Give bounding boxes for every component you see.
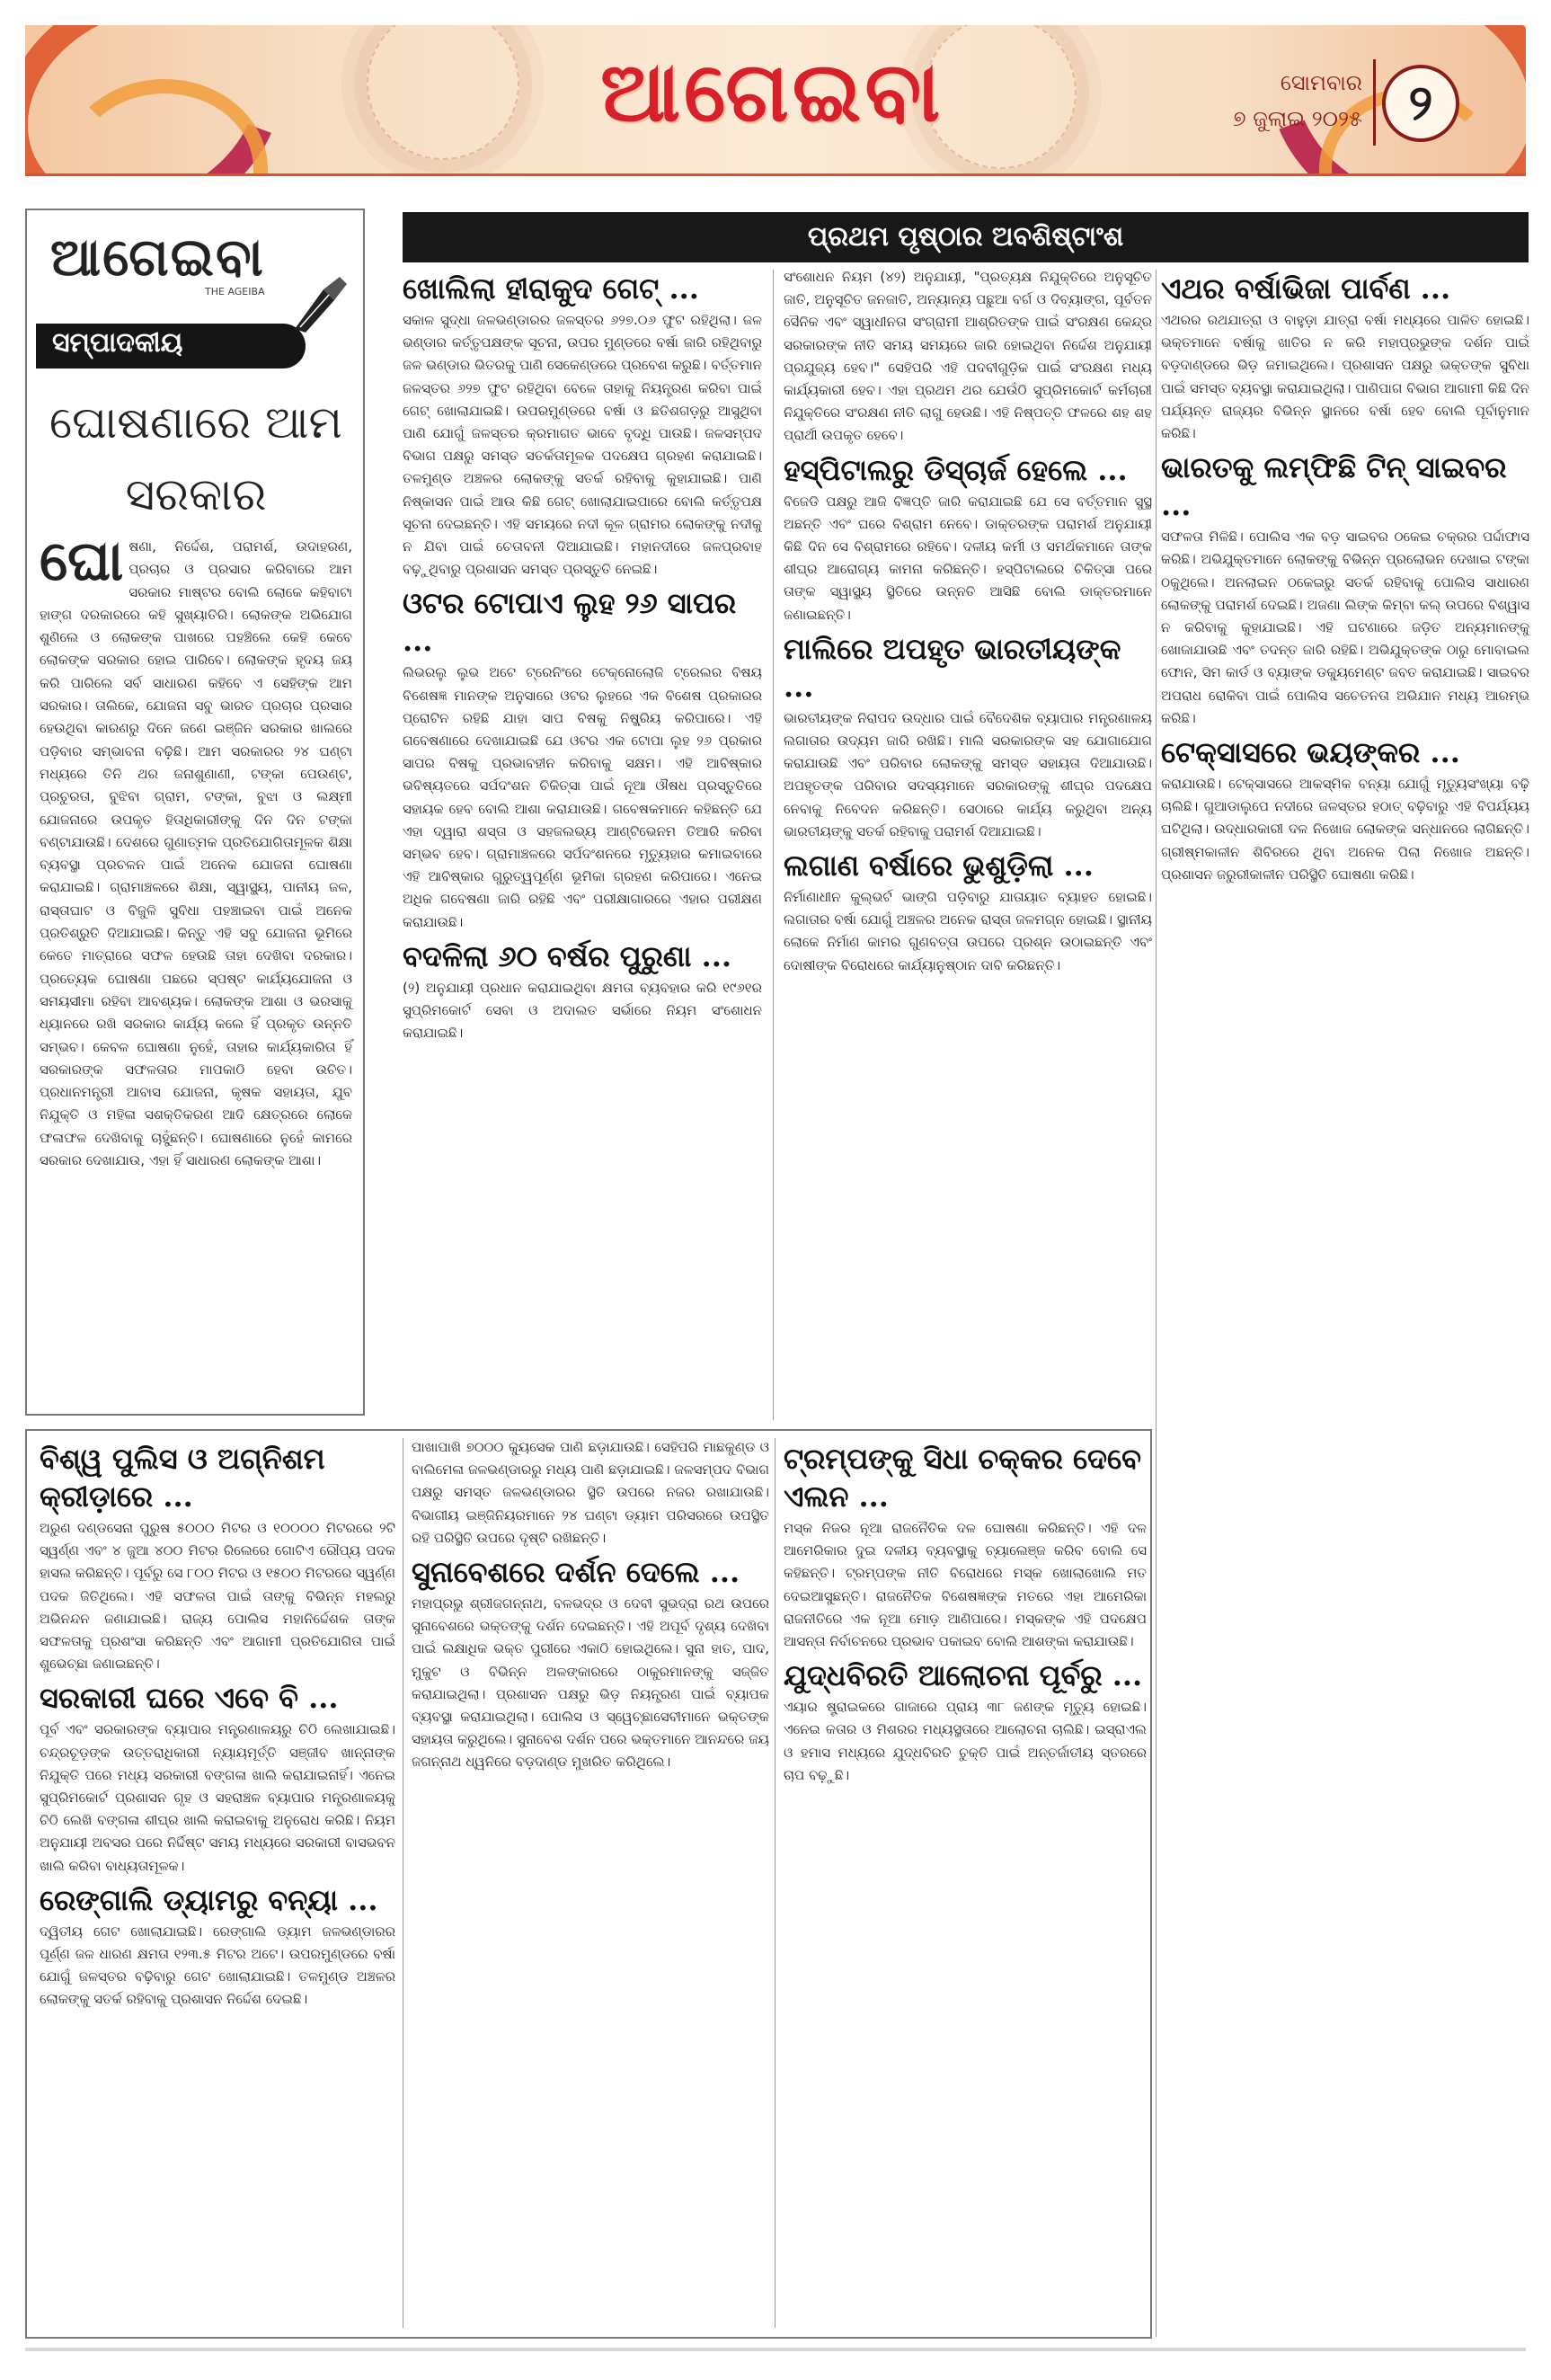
- article-body-badalila: (୨) ଅନୁଯାୟୀ ପ୍ରଧାନ କରାଯାଇଥିବା କ୍ଷମତା ବ୍ୟବହାର କରି ୧୯୬୧ର ସୁପ୍ରିମକୋର୍ଟ ସେବା ଓ ଅଦାଲତ ସର୍ଭାରେ ନିୟମ ସଂଶୋଧନ କରାଯାଇଛି।: [403, 979, 762, 1042]
- footer-rule: [25, 2348, 1526, 2351]
- masthead-day: ସୋମବାର: [1280, 70, 1362, 95]
- article-headline-trump: ଟ୍ରମ୍ପଙ୍କୁ ସିଧା ଚକ୍କର ଦେବେ ଏଲନ ...: [784, 1442, 1141, 1514]
- article-body-hirakud: ସକାଳ ସୁଦ୍ଧା ଜଳଭଣ୍ଡାରର ଜଳସ୍ତର ୬୨୭.୦୬ ଫୁଟ ରହିଥିଲା। ଜଳ ଭଣ୍ଡାର କର୍ତ୍ତୃପକ୍ଷଙ୍କ ସୂଚନା, ଉପର ମୁଣ୍ଡରେ ବର୍ଷା ଜାରି ରହିଥିବାରୁ ଜଳ ଭଣ୍ଡାର ଭିତରକୁ ପାଣି ସେକେଣ୍ଡରେ ପ୍ରବେଶ କରୁଛି। ବର୍ତ୍ତମାନ ଜଳସ୍ତର ୬୨୭ ଫୁଟ ରହିଥିବା ବେଳେ ତାହାକୁ ନିୟନ୍ତ୍ରଣ କରିବା ପାଇଁ ଗେଟ୍ ଖୋଲାଯାଇଛି। ଉପରମୁଣ୍ଡରେ ବର୍ଷା ଓ ଛତିଶଗଡ଼ରୁ ଆସୁଥିବା ପାଣି ଯୋଗୁଁ ଜଳସ୍ତର କ୍ରମାଗତ ଭାବେ ବୃଦ୍ଧି ପାଉଛି। ଜଳସମ୍ପଦ ବିଭାଗ ପକ୍ଷରୁ ସମସ୍ତ ସତର୍କତାମୂଳକ ପଦକ୍ଷେପ ଗ୍ରହଣ କରାଯାଇଛି। ତଳମୁଣ୍ଡ ଅଞ୍ଚଳର ଲୋକଙ୍କୁ ସତର୍କ ରହିବାକୁ କୁହାଯାଇଛି। ପାଣି ନିଷ୍କାସନ ପାଇଁ ଆଉ କିଛି ଗେଟ୍ ଖୋଲାଯାଇପାରେ ବୋଲି କର୍ତ୍ତୃପକ୍ଷ ସୂଚନା ଦେଇଛନ୍ତି। ଏହି ସମୟରେ ନଦୀ କୂଳ ଗ୍ରାମର ଲୋକଙ୍କୁ ନଦୀକୁ ନ ଯିବା ପାଇଁ ଚେତାବନୀ ଦିଆଯାଇଛି। ମହାନଦୀରେ ଜଳପ୍ରବାହ ବଢ଼ୁଥିବାରୁ ପ୍ରଶାସନ ସମସ୍ତ ପ୍ରସ୍ତୁତି ନେଇଛି।: [403, 312, 762, 578]
- column-divider: [775, 1438, 776, 2328]
- article-body-hospital: ବିଜେଡି ପକ୍ଷରୁ ଆଜି ବିଜ୍ଞପ୍ତି ଜାରି କରାଯାଇଛି ଯେ ସେ ବର୍ତ୍ତମାନ ସୁସ୍ଥ ଅଛନ୍ତି ଏବଂ ଘରେ ବିଶ୍ରାମ ନେବେ। ଡାକ୍ତରଙ୍କ ପରାମର୍ଶ ଅନୁଯାୟୀ କିଛି ଦିନ ସେ ବିଶ୍ରାମରେ ରହିବେ। ଦଳୀୟ କର୍ମୀ ଓ ସମର୍ଥକମାନେ ତାଙ୍କ ଶୀଘ୍ର ଆରୋଗ୍ୟ କାମନା କରିଛନ୍ତି। ହସ୍ପିଟାଲରେ ଚିକିତ୍ସା ପରେ ତାଙ୍କ ସ୍ୱାସ୍ଥ୍ୟ ସ୍ଥିତିରେ ଉନ୍ନତି ଆସିଛି ବୋଲି ଡାକ୍ତରମାନେ ଜଣାଇଛନ୍ତି।: [784, 493, 1152, 623]
- article-body-otar: ଲିଭରଲୁ ଲୁଭ ଅଟେ ଟ୍ରେନିଂରେ ଟେକ୍ନୋଲୋଜି ଟ୍ରେଲର ବିଷୟ ବିଶେଷଜ୍ଞ ମାନଙ୍କ ଅନୁସାରେ ଓଟର ଲୁହରେ ଏକ ବିଶେଷ ପ୍ରକାରର ପ୍ରୋଟିନ ରହିଛି ଯାହା ସାପ ବିଷକୁ ନିଷ୍କ୍ରିୟ କରିପାରେ। ଏହି ଗବେଷଣାରେ ଦେଖାଯାଇଛି ଯେ ଓଟର ଏକ ଟୋପା ଲୁହ ୨୬ ପ୍ରକାର ସାପର ବିଷକୁ ପ୍ରଭାବହୀନ କରିବାକୁ ସକ୍ଷମ। ଏହି ଆବିଷ୍କାର ଭବିଷ୍ୟତରେ ସର୍ପଦଂଶନ ଚିକିତ୍ସା ପାଇଁ ନୂଆ ଔଷଧ ପ୍ରସ୍ତୁତିରେ ସହାୟକ ହେବ ବୋଲି ଆଶା କରାଯାଉଛି। ଗବେଷକମାନେ କହିଛନ୍ତି ଯେ ଏହା ଦ୍ୱାରା ଶସ୍ତା ଓ ସହଜଲଭ୍ୟ ଆଣ୍ଟିଭେନମ ତିଆରି କରିବା ସମ୍ଭବ ହେବ। ଗ୍ରାମାଞ୍ଚଳରେ ସର୍ପଦଂଶନରେ ମୃତ୍ୟୁହାର କମାଇବାରେ ଏହି ଆବିଷ୍କାର ଗୁରୁତ୍ୱପୂର୍ଣ୍ଣ ଭୂମିକା ଗ୍ରହଣ କରିପାରେ। ଏନେଇ ଅଧିକ ଗବେଷଣା ଜାରି ରହିଛି ଏବଂ ପରୀକ୍ଷାଗାରରେ ଏହାର ପରୀକ୍ଷଣ କରାଯାଉଛି।: [403, 664, 762, 930]
- article-headline-mali: ମାଲିରେ ଅପହୃତ ଭାରତୀୟଙ୍କ ...: [784, 631, 1121, 704]
- article-body-trump: ମସ୍କ ନିଜର ନୂଆ ରାଜନୈତିକ ଦଳ ଘୋଷଣା କରିଛନ୍ତି। ଏହି ଦଳ ଆମେରିକାର ଦୁଇ ଦଳୀୟ ବ୍ୟବସ୍ଥାକୁ ଚ୍ୟାଲେଞ୍ଜ କରିବ ବୋଲି ସେ କହିଛନ୍ତି। ଟ୍ରମ୍ପଙ୍କ ନୀତି ବିରୋଧରେ ମସ୍କ ଖୋଲାଖୋଲି ମତ ଦେଇଆସୁଛନ୍ତି। ରାଜନୈତିକ ବିଶେଷଜ୍ଞଙ୍କ ମତରେ ଏହା ଆମେରିକା ରାଜନୀତିରେ ଏକ ନୂଆ ମୋଡ଼ ଆଣିପାରେ। ମସ୍କଙ୍କ ଏହି ପଦକ୍ଷେପ ଆସନ୍ତା ନିର୍ବାଚନରେ ପ୍ରଭାବ ପକାଇବ ବୋଲି ଆଶଙ୍କା କରାଯାଉଛି।: [784, 1520, 1147, 1650]
- article-headline-yuddha: ଯୁଦ୍ଧବିରତି ଆଲୋଚନା ପୂର୍ବରୁ ...: [784, 1658, 1143, 1693]
- article-headline-hirakud: ଖୋଲିଲା ହୀରାକୁଦ ଗେଟ୍ ...: [403, 271, 699, 306]
- fountain-pen-icon: [288, 273, 350, 336]
- article-body-police: ଅରୁଣ ଦଣ୍ଡସେନା ପୁରୁଷ ୫୦୦୦ ମିଟର ଓ ୧୦୦୦୦ ମିଟରରେ ୨ଟି ସ୍ୱର୍ଣ୍ଣ ଏବଂ ୪ ଜୁଆ ୪୦୦ ମିଟର ରିଲେରେ ଗୋଟିଏ ରୌପ୍ୟ ପଦକ ହାସଲ କରିଛନ୍ତି। ପୂର୍ବରୁ ସେ ୮୦୦ ମିଟର ଓ ୧୫୦୦ ମିଟରରେ ସ୍ୱର୍ଣ୍ଣ ପଦକ ଜିତିଥିଲେ। ଏହି ସଫଳତା ପାଇଁ ତାଙ୍କୁ ବିଭିନ୍ନ ମହଲରୁ ଅଭିନନ୍ଦନ ଜଣାଯାଇଛି। ରାଜ୍ୟ ପୋଲିସ ମହାନିର୍ଦ୍ଦେଶକ ତାଙ୍କ ସଫଳତାକୁ ପ୍ରଶଂସା କରିଛନ୍ତି ଏବଂ ଆଗାମୀ ପ୍ରତିଯୋଗିତା ପାଇଁ ଶୁଭେଚ୍ଛା ଜଣାଇଛନ୍ତି।: [40, 1520, 395, 1673]
- editorial-logo-subtitle: THE AGEIBA: [205, 286, 265, 298]
- mandala-pattern: [367, 25, 519, 160]
- article-body-barsha: ଏଥରର ରଥଯାତ୍ରା ଓ ବାହୁଡ଼ା ଯାତ୍ରା ବର୍ଷା ମଧ୍ୟରେ ପାଳିତ ହୋଇଛି। ଭକ୍ତମାନେ ବର୍ଷାକୁ ଖାତିର ନ କରି ମହାପ୍ରଭୁଙ୍କ ଦର୍ଶନ ପାଇଁ ବଡ଼ଦାଣ୍ଡରେ ଭିଡ଼ ଜମାଇଥିଲେ। ପ୍ରଶାସନ ପକ୍ଷରୁ ଭକ୍ତଙ୍କ ସୁବିଧା ପାଇଁ ସମସ୍ତ ବ୍ୟବସ୍ଥା କରାଯାଇଥିଲା। ପାଣିପାଗ ବିଭାଗ ଆଗାମୀ କିଛି ଦିନ ପର୍ଯ୍ୟନ୍ତ ରାଜ୍ୟର ବିଭିନ୍ନ ସ୍ଥାନରେ ବର୍ଷା ହେବ ବୋଲି ପୂର୍ବାନୁମାନ କରିଛି।: [1161, 312, 1529, 442]
- article-headline-barsha: ଏଥର ବର୍ଷାଭିଜା ପାର୍ବଣ ...: [1161, 271, 1451, 306]
- column-2: [784, 266, 1152, 1425]
- article-body-continuation: ପାଖାପାଖି ୭୦୦୦ କ୍ୟୁସେକ ପାଣି ଛଡ଼ାଯାଉଛି। ସେହିପରି ମାଛକୁଣ୍ଡ ଓ ବାଲିମେଳା ଜଳଭଣ୍ଡାରରୁ ମଧ୍ୟ ପାଣି ଛଡ଼ାଯାଇଛି। ଜଳସମ୍ପଦ ବିଭାଗ ପକ୍ଷରୁ ସମସ୍ତ ଜଳଭଣ୍ଡାରର ସ୍ଥିତି ଉପରେ ନଜର ରଖାଯାଉଛି। ବିଭାଗୀୟ ଇଞ୍ଜିନିୟରମାନେ ୨୪ ଘଣ୍ଟା ଡ୍ୟାମ ପରିସରରେ ଉପସ୍ଥିତ ରହି ପରିସ୍ଥିତି ଉପରେ ଦୃଷ୍ଟି ରଖିଛନ୍ତି।: [412, 1439, 769, 1546]
- article-headline-texas: ଟେକ୍ସାସରେ ଭୟଙ୍କର ...: [1161, 735, 1460, 770]
- article-body-sarakari: ପୂର୍ବ ଏବଂ ସରକାରଙ୍କ ବ୍ୟାପାର ମନ୍ତ୍ରଣାଳୟରୁ ଚିଠି ଲେଖାଯାଇଛି। ଚନ୍ଦ୍ରଚୂଡ଼ଙ୍କ ଉତ୍ତରାଧିକାରୀ ନ୍ୟାୟମୂର୍ତ୍ତି ସଞ୍ଜୀବ ଖାନ୍ନାଙ୍କ ନିଯୁକ୍ତି ପରେ ମଧ୍ୟ ସରକାରୀ ବଙ୍ଗଳା ଖାଲି କରାଯାଇନାହିଁ। ଏନେଇ ସୁପ୍ରିମକୋର୍ଟ ପ୍ରଶାସନ ଗୃହ ଓ ସହରାଞ୍ଚଳ ବ୍ୟାପାର ମନ୍ତ୍ରଣାଳୟକୁ ଚିଠି ଲେଖି ବଙ୍ଗଳା ଶୀଘ୍ର ଖାଲି କରାଇବାକୁ ଅନୁରୋଧ କରିଛି। ନିୟମ ଅନୁଯାୟୀ ଅବସର ପରେ ନିର୍ଦ୍ଦିଷ୍ଟ ସମୟ ମଧ୍ୟରେ ସରକାରୀ ବାସଭବନ ଖାଲି କରିବା ବାଧ୍ୟତାମୂଳକ।: [40, 1721, 395, 1874]
- article-headline-lagan: ଲଗାଣ ବର୍ଷାରେ ଭୁଶୁଡ଼ିଲା ...: [784, 848, 1094, 884]
- editorial-logo: ଆଗେଇବା: [50, 226, 265, 288]
- mandala-pattern: [924, 25, 1077, 169]
- editorial-box: [25, 209, 365, 1416]
- article-headline-otar: ଓଟର ଟୋପାଏ ଲୁହ ୨୬ ସାପର ...: [403, 586, 737, 659]
- article-body-mali: ଭାରତୀୟଙ୍କ ନିରାପଦ ଉଦ୍ଧାର ପାଇଁ ବୈଦେଶିକ ବ୍ୟାପାର ମନ୍ତ୍ରଣାଳୟ ଲଗାତାର ଉଦ୍ୟମ ଜାରି ରଖିଛି। ମାଲି ସରକାରଙ୍କ ସହ ଯୋଗାଯୋଗ କରାଯାଉଛି ଏବଂ ପରିବାର ଲୋକଙ୍କୁ ସମସ୍ତ ସହାୟତା ଦିଆଯାଉଛି। ଅପହୃତଙ୍କ ପରିବାର ସଦସ୍ୟମାନେ ସରକାରଙ୍କୁ ଶୀଘ୍ର ପଦକ୍ଷେପ ନେବାକୁ ନିବେଦନ କରିଛନ୍ତି। ସେଠାରେ କାର୍ଯ୍ୟ କରୁଥିବା ଅନ୍ୟ ଭାରତୀୟଙ୍କୁ ସତର୍କ ରହିବାକୁ ପରାମର୍ଶ ଦିଆଯାଇଛି।: [784, 709, 1152, 839]
- article-body-sunabesha: ମହାପ୍ରଭୁ ଶ୍ରୀଜଗନ୍ନାଥ, ବଳଭଦ୍ର ଓ ଦେବୀ ସୁଭଦ୍ରା ରଥ ଉପରେ ସୁନାବେଶରେ ଭକ୍ତଙ୍କୁ ଦର୍ଶନ ଦେଇଛନ୍ତି। ଏହି ଅପୂର୍ବ ଦୃଶ୍ୟ ଦେଖିବା ପାଇଁ ଲକ୍ଷାଧିକ ଭକ୍ତ ପୁରୀରେ ଏକାଠି ହୋଇଥିଲେ। ସୁନା ହାତ, ପାଦ, ମୁକୁଟ ଓ ବିଭିନ୍ନ ଅଳଙ୍କାରରେ ଠାକୁରମାନଙ୍କୁ ସଜ୍ଜିତ କରାଯାଇଥିଲା। ପ୍ରଶାସନ ପକ୍ଷରୁ ଭିଡ଼ ନିୟନ୍ତ୍ରଣ ପାଇଁ ବ୍ୟାପକ ବ୍ୟବସ୍ଥା କରାଯାଇଥିଲା। ପୋଲିସ ଓ ସ୍ୱେଚ୍ଛାସେବୀମାନେ ଭକ୍ତଙ୍କ ସହାୟତା କରୁଥିଲେ। ସୁନାବେଶ ଦର୍ଶନ ପରେ ଭକ୍ତମାନେ ଆନନ୍ଦରେ ଜୟ ଜଗନ୍ନାଥ ଧ୍ୱନିରେ ବଡ଼ଦାଣ୍ଡ ମୁଖରିତ କରିଥିଲେ।: [412, 1595, 769, 1771]
- article-headline-teen: ଭାରତକୁ ଲମ୍ଫିଛି ଟିନ୍ ସାଇବର ...: [1161, 450, 1507, 523]
- article-headline-hospital: ହସ୍ପିଟାଲରୁ ଡିସ୍‌ଚାର୍ଜ ହେଲେ ...: [784, 452, 1128, 487]
- article-body-lagan: ନିର୍ମାଣାଧୀନ କୁଲ୍ଭର୍ଟ ଭାଙ୍ଗି ପଡ଼ିବାରୁ ଯାତାୟାତ ବ୍ୟାହତ ହୋଇଛି। ଲଗାତାର ବର୍ଷା ଯୋଗୁଁ ଅଞ୍ଚଳର ଅନେକ ରାସ୍ତା ଜଳମଗ୍ନ ହୋଇଛି। ସ୍ଥାନୀୟ ଲୋକେ ନିର୍ମାଣ କାମର ଗୁଣବତ୍ତା ଉପରେ ପ୍ରଶ୍ନ ଉଠାଇଛନ୍ତି ଏବଂ ଦୋଷୀଙ୍କ ବିରୋଧରେ କାର୍ଯ୍ୟାନୁଷ୍ଠାନ ଦାବି କରିଛନ୍ତି।: [784, 889, 1152, 973]
- editorial-headline: ଘୋଷଣାରେ ଆମ ସରକାର: [49, 396, 342, 520]
- article-headline-rengali: ରେଙ୍ଗାଲି ଡ୍ୟାମରୁ ବନ୍ୟା ...: [40, 1882, 378, 1917]
- column-divider: [1156, 270, 1157, 2337]
- editorial-body: [40, 528, 352, 1172]
- masthead-date: ୭ ଜୁଲାଇ ୨୦୨୫: [1232, 106, 1362, 131]
- editorial-dropcap: ଘୋ: [40, 528, 124, 593]
- column-1: [403, 266, 762, 1408]
- masthead-separator: [1373, 59, 1376, 146]
- editorial-section-label: ସମ୍ପାଦକୀୟ: [52, 327, 183, 359]
- column-6: [784, 1436, 1147, 2328]
- editorial-body-text: ଷଣା, ନିର୍ଦ୍ଦେଶ, ପରାମର୍ଶ, ଉଦାହରଣ, ପ୍ରଚାର ଓ ପ୍ରସାର କରିବାରେ ଆମ ସରକାର ମାଷ୍ଟର ବୋଲି ଲୋକେ କହିବାଟା ହାଙ୍ଗ ଦରକାରରେ କହି ସୁଖ୍ୟାତିରି। ଲୋକଙ୍କ ଅଭିଯୋଗ ଶୁଣିଲେ ଓ ଲୋକଙ୍କ ପାଖରେ ପହଞ୍ଚିଲେ କେହି କେବେ ଲୋକଙ୍କ ସରକାର ହୋଇ ପାରିବେ। ଲୋକଙ୍କ ହୃଦୟ ଜୟ କରି ପାରିଲେ ସର୍ବ ସାଧାରଣ କହିବେ ଏ ସେହିଙ୍କ ଆମ ସରକାର। ତାଲିକେ, ଯୋଜନା ସବୁ ଭାରତ ପ୍ରଚାର ପ୍ରସାର ହେଉଥିବା କାରଣରୁ ଦିନେ ଜଣେ ଇଞ୍ଜିନ ସରକାର ଖାଲରେ ପଡ଼ିବାର ସମ୍ଭାବନା ବଢ଼ିଛି। ଆମ ସରକାରର ୨୪ ଘଣ୍ଟା ମଧ୍ୟରେ ତିନି ଥର ଜନାଶୁଣାଣୀ, ଟଙ୍କା ପେଉଣ୍ଟ, ପ୍ରଚୁରତା, ବୁଝିବା ଗ୍ରାମ, ଟଙ୍କା, ବୁଝା ଓ ଲକ୍ଷ୍ମୀ ଯୋଜନାରେ ଉପକୃତ ହିତାଧିକାରୀଙ୍କୁ ଦିନ ଦିନ ଟଙ୍କା ବଣ୍ଟାଯାଉଛି। ଦେଶରେ ଗୁଣାତ୍ମକ ପ୍ରତିଯୋଗିତାମୂଳକ ଶିକ୍ଷା ବ୍ୟବସ୍ଥା ପ୍ରଚଳନ ପାଇଁ ଅନେକ ଯୋଜନା ଘୋଷଣା କରାଯାଇଛି। ଗ୍ରାମାଞ୍ଚଳରେ ଶିକ୍ଷା, ସ୍ୱାସ୍ଥ୍ୟ, ପାନୀୟ ଜଳ, ରାସ୍ତାଘାଟ ଓ ବିଜୁଳି ସୁବିଧା ପହଞ୍ଚାଇବା ପାଇଁ ଅନେକ ପ୍ରତିଶ୍ରୁତି ଦିଆଯାଇଛି। କିନ୍ତୁ ଏହି ସବୁ ଯୋଜନା ଭୂମିରେ କେତେ ମାତ୍ରାରେ ସଫଳ ହେଉଛି ତାହା ଦେଖିବା ଦରକାର। ପ୍ରତ୍ୟେକ ଘୋଷଣା ପଛରେ ସ୍ପଷ୍ଟ କାର୍ଯ୍ୟଯୋଜନା ଓ ସମୟସୀମା ରହିବା ଆବଶ୍ୟକ। ଲୋକଙ୍କ ଆଶା ଓ ଭରସାକୁ ଧ୍ୟାନରେ ରଖି ସରକାର କାର୍ଯ୍ୟ କଲେ ହିଁ ପ୍ରକୃତ ଉନ୍ନତି ସମ୍ଭବ। କେବଳ ଘୋଷଣା ନୁହେଁ, ତାହାର କାର୍ଯ୍ୟକାରିତା ହିଁ ସରକାରଙ୍କ ସଫଳତାର ମାପକାଠି ହେବା ଉଚିତ। ପ୍ରଧାନମନ୍ତ୍ରୀ ଆବାସ ଯୋଜନା, କୃଷକ ସହାୟତା, ଯୁବ ନିଯୁକ୍ତି ଓ ମହିଳା ସଶକ୍ତିକରଣ ଆଦି କ୍ଷେତ୍ରରେ ଲୋକେ ଫଳାଫଳ ଦେଖିବାକୁ ଚାହୁଁଛନ୍ତି। ଘୋଷଣାରେ ନୁହେଁ କାମରେ ସରକାର ଦେଖାଯାଉ, ଏହା ହିଁ ସାଧାରଣ ଲୋକଙ୍କ ଆଶା।: [40, 538, 352, 1169]
- masthead-brand-title: ଆଗେଇବା: [600, 43, 944, 140]
- article-headline-sunabesha: ସୁନାବେଶରେ ଦର୍ଶନ ଦେଲେ ...: [412, 1555, 740, 1590]
- page-number-badge: ୨: [1382, 65, 1459, 142]
- article-body-teen: ସଫଳତା ମିଳିଛି। ପୋଲିସ ଏକ ବଡ଼ ସାଇବର ଠକେଇ ଚକ୍ରର ପର୍ଦ୍ଦାଫାସ କରିଛି। ଅଭିଯୁକ୍ତମାନେ ଲୋକଙ୍କୁ ବିଭିନ୍ନ ପ୍ରଲୋଭନ ଦେଖାଇ ଟଙ୍କା ଠକୁଥିଲେ। ଅନଲାଇନ ଠକେଇରୁ ସତର୍କ ରହିବାକୁ ପୋଲିସ ସାଧାରଣ ଲୋକଙ୍କୁ ପରାମର୍ଶ ଦେଇଛି। ଅଜଣା ଲିଙ୍କ କିମ୍ବା କଲ୍ ଉପରେ ବିଶ୍ୱାସ ନ କରିବାକୁ କୁହାଯାଇଛି। ଏହି ଘଟଣାରେ ଜଡ଼ିତ ଅନ୍ୟମାନଙ୍କୁ ଖୋଜାଯାଉଛି ଏବଂ ତଦନ୍ତ ଜାରି ରହିଛି। ଅଭିଯୁକ୍ତଙ୍କ ଠାରୁ ମୋବାଇଲ ଫୋନ, ସିମ କାର୍ଡ ଓ ବ୍ୟାଙ୍କ ଡକ୍ୟୁମେଣ୍ଟ ଜବତ କରାଯାଇଛି। ସାଇବର ଅପରାଧ ରୋକିବା ପାଇଁ ପୋଲିସ ସଚେତନତା ଅଭିଯାନ ମଧ୍ୟ ଆରମ୍ଭ କରିଛି।: [1161, 528, 1529, 726]
- section-banner: ପ୍ରଥମ ପୃଷ୍ଠାର ଅବଶିଷ୍ଟାଂଶ: [403, 212, 1529, 262]
- column-5: [412, 1436, 769, 2328]
- column-3: [1161, 266, 1529, 2339]
- masthead-date-block: [1228, 65, 1362, 137]
- article-body-continuation: ସଂଶୋଧନ ନିୟମ (୪୨) ଅନୁଯାୟୀ, "ପ୍ରତ୍ୟକ୍ଷ ନିଯୁକ୍ତିରେ ଅନୁସୂଚିତ ଜାତି, ଅନୁସୂଚିତ ଜନଜାତି, ଅନ୍ୟାନ୍ୟ ପଛୁଆ ବର୍ଗ ଓ ଦିବ୍ୟାଙ୍ଗ, ପୂର୍ବତନ ସୈନିକ ଏବଂ ସ୍ୱାଧୀନତା ସଂଗ୍ରାମୀ ଆଶ୍ରିତଙ୍କ ପାଇଁ ସଂରକ୍ଷଣ କେନ୍ଦ୍ର ସରକାରଙ୍କ ନୀତି ସମୟ ସମୟରେ ଜାରି ହୋଇଥିବା ନିର୍ଦ୍ଦେଶ ଅନୁଯାୟୀ ପ୍ରଯୁଜ୍ୟ ହେବ।" ସେହିପରି ଏହି ପଦବୀଗୁଡ଼ିକ ପାଇଁ ସଂରକ୍ଷଣ ମଧ୍ୟ କାର୍ଯ୍ୟକାରୀ ହେବ। ଏହା ପ୍ରଥମ ଥର ଯେଉଁଠି ସୁପ୍ରିମକୋର୍ଟ କର୍ମଚାରୀ ନିଯୁକ୍ତିରେ ସଂରକ୍ଷଣ ନୀତି ଲାଗୁ ହେଉଛି। ଏହି ନିଷ୍ପତ୍ତି ଫଳରେ ଶହ ଶହ ପ୍ରାର୍ଥୀ ଉପକୃତ ହେବେ।: [784, 269, 1152, 444]
- article-headline-sarakari: ସରକାରୀ ଘରେ ଏବେ ବି ...: [40, 1681, 339, 1716]
- article-headline-badalila: ବଦଳିଲା ୬୦ ବର୍ଷର ପୁରୁଣା ...: [403, 938, 731, 973]
- column-divider: [773, 270, 774, 1420]
- article-body-rengali: ଦ୍ୱିତୀୟ ଗେଟ ଖୋଲାଯାଇଛି। ରେଙ୍ଗାଲି ଡ୍ୟାମ ଜଳଭଣ୍ଡାରର ପୂର୍ଣ୍ଣ ଜଳ ଧାରଣ କ୍ଷମତା ୧୨୩.୫ ମିଟର ଅଟେ। ଉପରମୁଣ୍ଡରେ ବର୍ଷା ଯୋଗୁଁ ଜଳସ୍ତର ବଢ଼ିବାରୁ ଗେଟ ଖୋଲାଯାଇଛି। ତଳମୁଣ୍ଡ ଅଞ୍ଚଳର ଲୋକଙ୍କୁ ସତର୍କ ରହିବାକୁ ପ୍ରଶାସନ ନିର୍ଦ୍ଦେଶ ଦେଇଛି।: [40, 1923, 395, 2008]
- article-body-yuddha: ଏୟାର ଷ୍ଟ୍ରାଇକରେ ଗାଜାରେ ପ୍ରାୟ ୩୮ ଜଣଙ୍କ ମୃତ୍ୟୁ ହୋଇଛି। ଏନେଇ କତାର ଓ ମିଶରର ମଧ୍ୟସ୍ଥତାରେ ଆଲୋଚନା ଚାଲିଛି। ଇସ୍ରାଏଲ ଓ ହମାସ ମଧ୍ୟରେ ଯୁଦ୍ଧବିରତି ଚୁକ୍ତି ପାଇଁ ଅନ୍ତର୍ଜାତୀୟ ସ୍ତରରେ ଚାପ ବଢ଼ୁଛି।: [784, 1699, 1147, 1783]
- masthead: [25, 25, 1526, 176]
- column-4: [40, 1436, 395, 2328]
- article-headline-police: ବିଶ୍ୱ ପୁଲିସ ଓ ଅଗ୍ନିଶମ କ୍ରୀଡ଼ାରେ ...: [40, 1442, 325, 1514]
- article-body-texas: କରାଯାଉଛି। ଟେକ୍ସାସରେ ଆକସ୍ମିକ ବନ୍ୟା ଯୋଗୁଁ ମୃତ୍ୟୁସଂଖ୍ୟା ବଢ଼ି ଚାଲିଛି। ଗୁଆଡାଲୁପେ ନଦୀରେ ଜଳସ୍ତର ହଠାତ୍ ବଢ଼ିବାରୁ ଏହି ବିପର୍ଯ୍ୟୟ ଘଟିଥିଲା। ଉଦ୍ଧାରକାରୀ ଦଳ ନିଖୋଜ ଲୋକଙ୍କ ସନ୍ଧାନରେ ଲାଗିଛନ୍ତି। ଗ୍ରୀଷ୍ମକାଳୀନ ଶିବିରରେ ଥିବା ଅନେକ ପିଲା ନିଖୋଜ ଅଛନ୍ତି। ପ୍ରଶାସନ ଜରୁରୀକାଳୀନ ପରିସ୍ଥିତି ଘୋଷଣା କରିଛି।: [1161, 776, 1529, 883]
